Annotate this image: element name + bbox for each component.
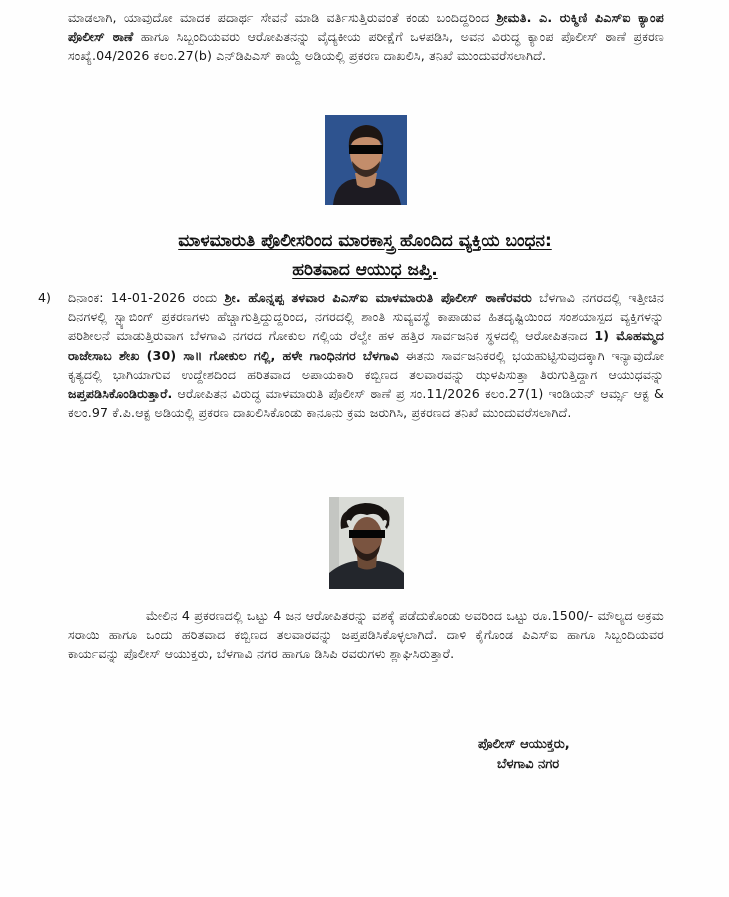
news-subheadline: ಹರಿತವಾದ ಆಯುಧ ಜಪ್ತಿ. (292, 260, 438, 280)
summary-paragraph: ಮೇಲಿನ 4 ಪ್ರಕರಣದಲ್ಲಿ ಒಟ್ಟು 4 ಜನ ಆರೋಪಿತರನ್ನು ವಶಕ್ಕೆ ಪಡೆದುಕೊಂಡು ಅವರಿಂದ ಒಟ್ಟು ರೂ.1500/- ಮೌಲ್ಯದ ಅಕ್ರಮ ಸರಾಯಿ ಹಾಗೂ ಒಂದು ಹರಿತವಾದ ಕಬ್ಬಿಣದ ತಲವಾರವನ್ನು ಜಪ್ತಪಡಿಸಿಕೊಳ್ಳಲಾಗಿದೆ. ದಾಳಿ ಕೈಗೊಂಡ ಪಿಎಸ್ಐ ಹಾಗೂ ಸಿಬ್ಬಂದಿಯವರ ಕಾರ್ಯವನ್ನು ಪೊಲೀಸ್ ಆಯುಕ್ತರು, ಬೆಳಗಾವಿ ನಗರ ಹಾಗೂ ಡಿಸಿಪಿ ರವರುಗಳು ಶ್ಲಾಘಿಸಿರುತ್ತಾರೆ. (68, 608, 664, 662)
paragraph-case-4 (68, 288, 664, 422)
signature-location: ಬೆಳಗಾವಿ ನಗರ (497, 757, 560, 772)
officer-name: ಶ್ರೀಮತಿ. ಎ. ರುಕ್ಮಿಣಿ ಪಿಎಸ್ಐ ಕ್ಯಾಂಪ ಪೊಲೀಸ್ ಠಾಣೆ (68, 10, 664, 45)
case-number: 4) (38, 290, 51, 305)
paragraph-case-3-continuation (68, 8, 664, 66)
paragraph-text: ದಿನಾಂಕ: 14-01-2026 ರಂದು (68, 290, 225, 305)
officer-name: ಶ್ರೀ. ಹೊನ್ನಪ್ಪ ತಳವಾರ ಪಿಎಸ್ಐ ಮಾಳಮಾರುತಿ ಪೊಲೀಸ್ ಠಾಣೆರವರು (224, 290, 532, 305)
news-headline: ಮಾಳಮಾರುತಿ ಪೊಲೀಸರಿಂದ ಮಾರಕಾಸ್ತ್ರ ಹೊಂದಿದ ವ್ಯಕ್ತಿಯ ಬಂಧನ: (178, 231, 552, 251)
paragraph-text: ಆರೋಪಿತನ ವಿರುದ್ಧ ಮಾಳಮಾರುತಿ ಪೊಲೀಸ್ ಠಾಣೆ ಪ್ರ ಸಂ.11/2026 ಕಲಂ.27(1) ಇಂಡಿಯನ್ ಆರ್ಮ್ಸ ಆಕ್ಟ & ಕಲಂ.97 ಕೆ.ಪಿ.ಆಕ್ಟ ಅಡಿಯಲ್ಲಿ ಪ್ರಕರಣ ದಾಖಲಿಸಿಕೊಂಡು ಕಾನೂನು ಕ್ರಮ ಜರುಗಿಸಿ, ಪ್ರಕರಣದ ತನಿಖೆ ಮುಂದುವರೆಸಲಾಗಿದೆ. (68, 386, 664, 421)
paragraph-text: ಹಾಗೂ ಸಿಬ್ಬಂದಿಯವರು ಆರೋಪಿತನನ್ನು ವೈದ್ಯಕೀಯ ಪರೀಕ್ಷೆಗೆ ಒಳಪಡಿಸಿ, ಅವನ ವಿರುದ್ಧ ಕ್ಯಾಂಪ ಪೊಲೀಸ್ ಠಾಣೆ ಪ್ರಕರಣ ಸಂಖ್ಯೆ.04/2026 ಕಲಂ.27(b) ಎನ್‌ಡಿಪಿಎಸ್ ಕಾಯ್ದೆ ಅಡಿಯಲ್ಲಿ ಪ್ರಕರಣ ದಾಖಲಿಸಿ, ತನಿಖೆ ಮುಂದುವರೆಸಲಾಗಿದೆ. (68, 29, 664, 64)
paragraph-text: ಮಾಡಲಾಗಿ, ಯಾವುದೋ ಮಾದಕ ಪದಾರ್ಥ ಸೇವನೆ ಮಾಡಿ ವರ್ತಿಸುತ್ತಿರುವಂತೆ ಕಂಡು ಬಂದಿದ್ದರಿಂದ (68, 10, 497, 25)
face-redaction-bar (349, 145, 383, 154)
accused-photo-2 (329, 497, 404, 589)
seizure-statement: ಜಪ್ತಪಡಿಸಿಕೊಂಡಿರುತ್ತಾರೆ. (68, 386, 173, 402)
paragraph-text: ಬೆಳಗಾವಿ ನಗರದಲ್ಲಿ ಇತ್ತೀಚಿನ ದಿನಗಳಲ್ಲಿ ಸ್ಟ್ಯಾಬಿಂಗ್ ಪ್ರಕರಣಗಳು ಹೆಚ್ಚಾಗುತ್ತಿದ್ದುದ್ದರಿಂದ, ನಗರದಲ್ಲಿ ಶಾಂತಿ ಸುವ್ಯವಸ್ಥೆ ಕಾಪಾಡುವ ಹಿತದೃಷ್ಟಿಯಿಂದ ಸಂಶಯಾಸ್ಪದ ವ್ಯಕ್ತಿಗಳನ್ನು ಪರಿಶೀಲನೆ ಮಾಡುತ್ತಿರುವಾಗ ಬೆಳಗಾವಿ ನಗರದ ಗೋಕುಲ ಗಲ್ಲಿಯ ರೆಲ್ವೇ ಹಳ ಹತ್ತಿರ ಸಾರ್ವಜನಿಕ ಸ್ಥಳದಲ್ಲಿ ಆರೋಪಿತನಾದ (68, 290, 664, 344)
paragraph-text: ಈತನು ಸಾರ್ವಜನಿಕರಲ್ಲಿ ಭಯಹುಟ್ಟಿಸುವುದಕ್ಕಾಗಿ ಇನ್ಯಾವುದೋ ಕೃತ್ಯದಲ್ಲಿ ಭಾಗಿಯಾಗುವ ಉದ್ದೇಶದಿಂದ ಹರಿತವಾದ ಅಪಾಯಕಾರಿ ಕಬ್ಬಿಣದ ತಲವಾರವನ್ನು ಝಳಪಿಸುತ್ತಾ ತಿರುಗುತ್ತಿದ್ದಾಗ ಆಯುಧವನ್ನು (68, 347, 664, 382)
face-redaction-bar (349, 530, 385, 538)
signature-title: ಪೊಲೀಸ್ ಆಯುಕ್ತರು, (478, 737, 570, 752)
accused-photo-1 (325, 115, 407, 205)
accused-details: 1) ಮೊಹಮ್ಮದ ರಾಜೇಸಾಬ ಶೇಖ (30) ಸಾ॥ ಗೋಕುಲ ಗಲ್ಲಿ, ಹಳೇ ಗಾಂಧಿನಗರ ಬೆಳಗಾವಿ (68, 328, 664, 363)
